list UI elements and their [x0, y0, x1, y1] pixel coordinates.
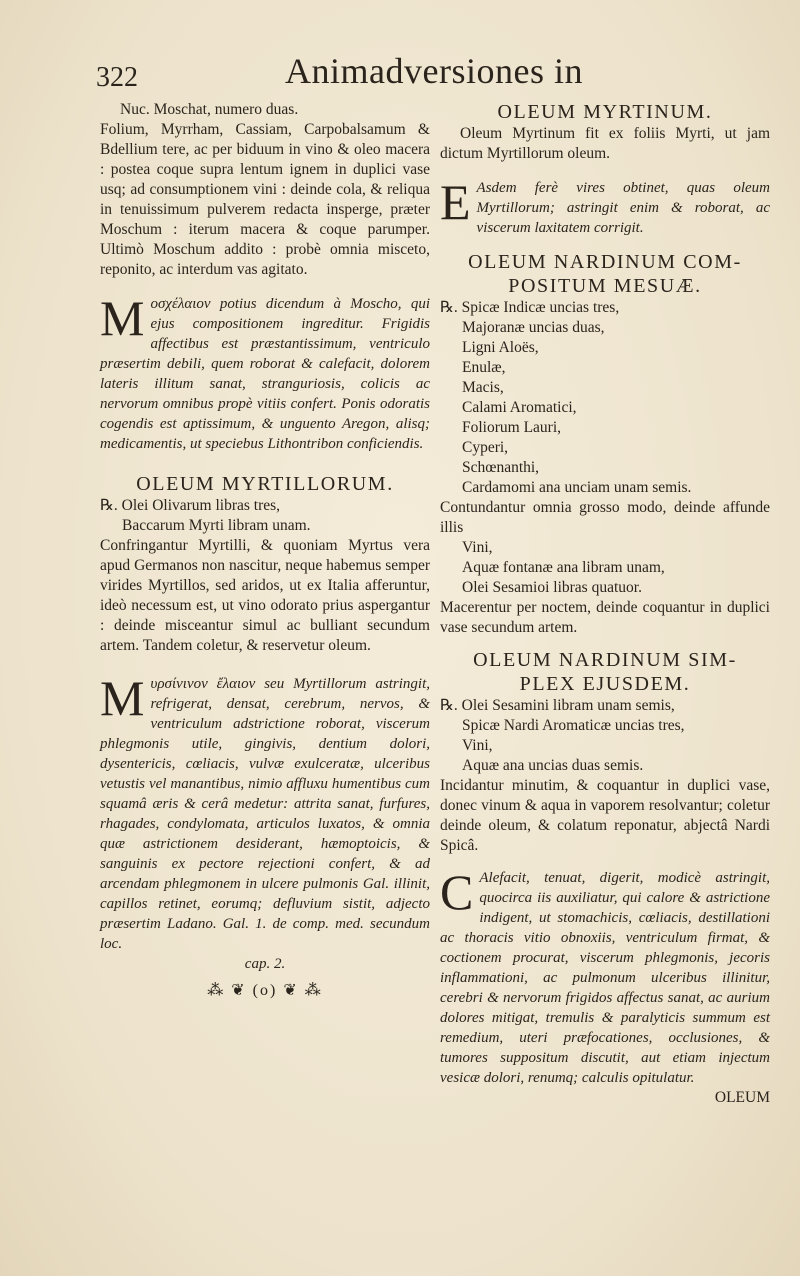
- recipe-line: ℞. Spicæ Indicæ uncias tres,: [440, 299, 620, 316]
- recipe-line: Calami Aromatici,: [462, 399, 577, 416]
- recipe-line: Macis,: [462, 379, 504, 396]
- recipe-line: Ligni Aloës,: [462, 339, 539, 356]
- recipe-line: Enulæ,: [462, 359, 506, 376]
- recipe-line: Vini,: [462, 539, 493, 556]
- recipe-line: Cardamomi ana unciam unam semis.: [462, 479, 692, 496]
- left-para-3: Confringantur Myrtilli, & quoniam Myrtus vera apud Germanos non nascitur, neque habemus semper virides Myrtillos, sed aridos, ut ex Italia afferuntur, ideò necessum est, ut vino odorato prius aspergantur : deinde misceantur simul ac bulliant secundum artem. Tandem coletur, & reservetur oleum.: [100, 537, 430, 654]
- heading-nardinum-compositum-line2: POSITUM MESUÆ.: [508, 275, 702, 297]
- dropcap-m: M: [100, 670, 145, 726]
- recipe-line: ℞. Olei Olivarum libras tres,: [100, 497, 281, 514]
- heading-nardinum-compositum: OLEUM NARDINUM COM-: [468, 251, 742, 273]
- right-para-1: Oleum Myrtinum fit ex foliis Myrti, ut jam dictum Myrtillorum oleum.: [440, 125, 770, 162]
- recipe-line: ℞. Olei Sesamini libram unam semis,: [440, 697, 675, 714]
- recipe-line: Olei Sesamioi libras quatuor.: [462, 579, 642, 596]
- left-commentary-1-text: οσχέλαιον potius dicendum à Moscho, qui ejus compositionem ingreditur. Frigidis affectibus est præstantissimum, ventriculo præsertim debili, quem roborat & calefacit, dolorem lateris illitum sanat, stranguriosis, colicis ac nervorum omnibus propè vitiis confert. Ponis odoratis cogendis est aptissimum, & unguento Aregon, alisq; medicamentis, ut speciebus Lithontribon conficiendis.: [100, 296, 430, 452]
- left-commentary-1: [100, 290, 430, 454]
- dropcap-e: E: [440, 174, 471, 230]
- recipe-line: Foliorum Lauri,: [462, 419, 562, 436]
- right-para-4: Incidantur minutim, & coquantur in duplici vase, donec vinum & aqua in vaporem resolvantur; coletur deinde oleum, & colatum reponatur, abjectâ Nardi Spicâ.: [440, 777, 770, 854]
- left-column: [100, 100, 430, 1000]
- ornament: ⁂ ❦ (o) ❦ ⁂: [207, 982, 323, 999]
- right-commentary-1-text: Asdem ferè vires obtinet, quas oleum Myrtillorum; astringit enim & roborat, ac viscerum laxitatem corrigit.: [476, 180, 770, 236]
- left-para-2: Folium, Myrrham, Cassiam, Carpobalsamum & Bdellium tere, ac per biduum in vino & oleo macera : postea coque supra lentum ignem in duplici vase usq; ad consumptionem vini : deinde cola, & reliqua in tenuissimum pulverem redacta insperge, præter Moschum : iterum macera & coque parumper. Ultimò Moschum addito : probè omnia misceto, reponito, ac interdum vas agitato.: [100, 121, 430, 278]
- recipe-line: Cyperi,: [462, 439, 509, 456]
- right-commentary-2: [440, 864, 770, 1088]
- dropcap-c: C: [440, 864, 474, 920]
- right-column: [440, 100, 770, 1108]
- page-number: 322: [96, 62, 138, 93]
- running-head: Animadversiones in: [285, 51, 583, 91]
- recipe-line: Schœnanthi,: [462, 459, 540, 476]
- recipe-line: Aquæ fontanæ ana libram unam,: [462, 559, 665, 576]
- recipe-line: Baccarum Myrti libram unam.: [122, 517, 311, 534]
- left-commentary-2-end: cap. 2.: [244, 956, 286, 972]
- recipe-line: Vini,: [462, 737, 493, 754]
- heading-oleum-myrtinum: OLEUM MYRTINUM.: [497, 101, 713, 123]
- right-commentary-2-text: Alefacit, tenuat, digerit, modicè astringit, quocirca iis auxiliatur, qui calore & astrictione indigent, ut stomachicis, cœliacis, destillationi ac thoracis vitio obnoxiis, ventriculum firmat, & coctionem procurat, viscerum phlegmonis, jecoris inflammationi, ac pulmonum ulceribus illinitur, cerebri & nervorum frigidos affectus sanat, ac aurium dolores mitigat, tremulis & paralyticis summum est remedium, uteri præfocationes, occlusiones, & tumores suppositum discutit, aut etiam injectum vesicæ dolori, renumq; calculis opitulatur.: [440, 870, 770, 1086]
- recipe-line: Spicæ Nardi Aromaticæ uncias tres,: [462, 717, 685, 734]
- left-para-1: Nuc. Moschat, numero duas.: [120, 101, 299, 118]
- left-commentary-2: [100, 670, 430, 954]
- dropcap-m: M: [100, 290, 145, 346]
- recipe-line: Majoranæ uncias duas,: [462, 319, 605, 336]
- catchword: OLEUM: [714, 1089, 770, 1106]
- right-para-3: Macerentur per noctem, deinde coquantur in duplici vase secundum artem.: [440, 599, 770, 636]
- left-commentary-2-text: υρσίνινον ἔλαιον seu Myrtillorum astringit, refrigerat, densat, cerebrum, nervos, & ventriculum adstrictione roborat, viscerum phlegmonis utile, gingivis, dentium dolori, dysentericis, cœliacis, vulvæ exulceratæ, ulceribus vetustis vel manantibus, nimio affluxu humentibus cum squamâ æris & cerâ medetur: attrita sanat, furfures, rhagades, condylomata, articulos luxatos, & omnia quæ astrictionem desiderant, hæmoptoicis, & sanguinis ex pectore rejectioni confert, & ad arcendam phlegmonem in ulcere pulmonis Gal. illinit, capillos retinet, eorumq; defluvium sistit, adjecto præsertim Ladano. Gal. 1. de comp. med. secundum loc.: [100, 676, 430, 952]
- recipe-line: Aquæ ana uncias duas semis.: [462, 757, 644, 774]
- right-commentary-1: [440, 174, 770, 238]
- heading-oleum-myrtillorum: OLEUM MYRTILLORUM.: [136, 473, 394, 495]
- heading-nardinum-simplex: OLEUM NARDINUM SIM-: [473, 649, 737, 671]
- heading-nardinum-simplex-line2: PLEX EJUSDEM.: [519, 673, 691, 695]
- right-para-2: Contundantur omnia grosso modo, deinde affunde illis: [440, 499, 770, 536]
